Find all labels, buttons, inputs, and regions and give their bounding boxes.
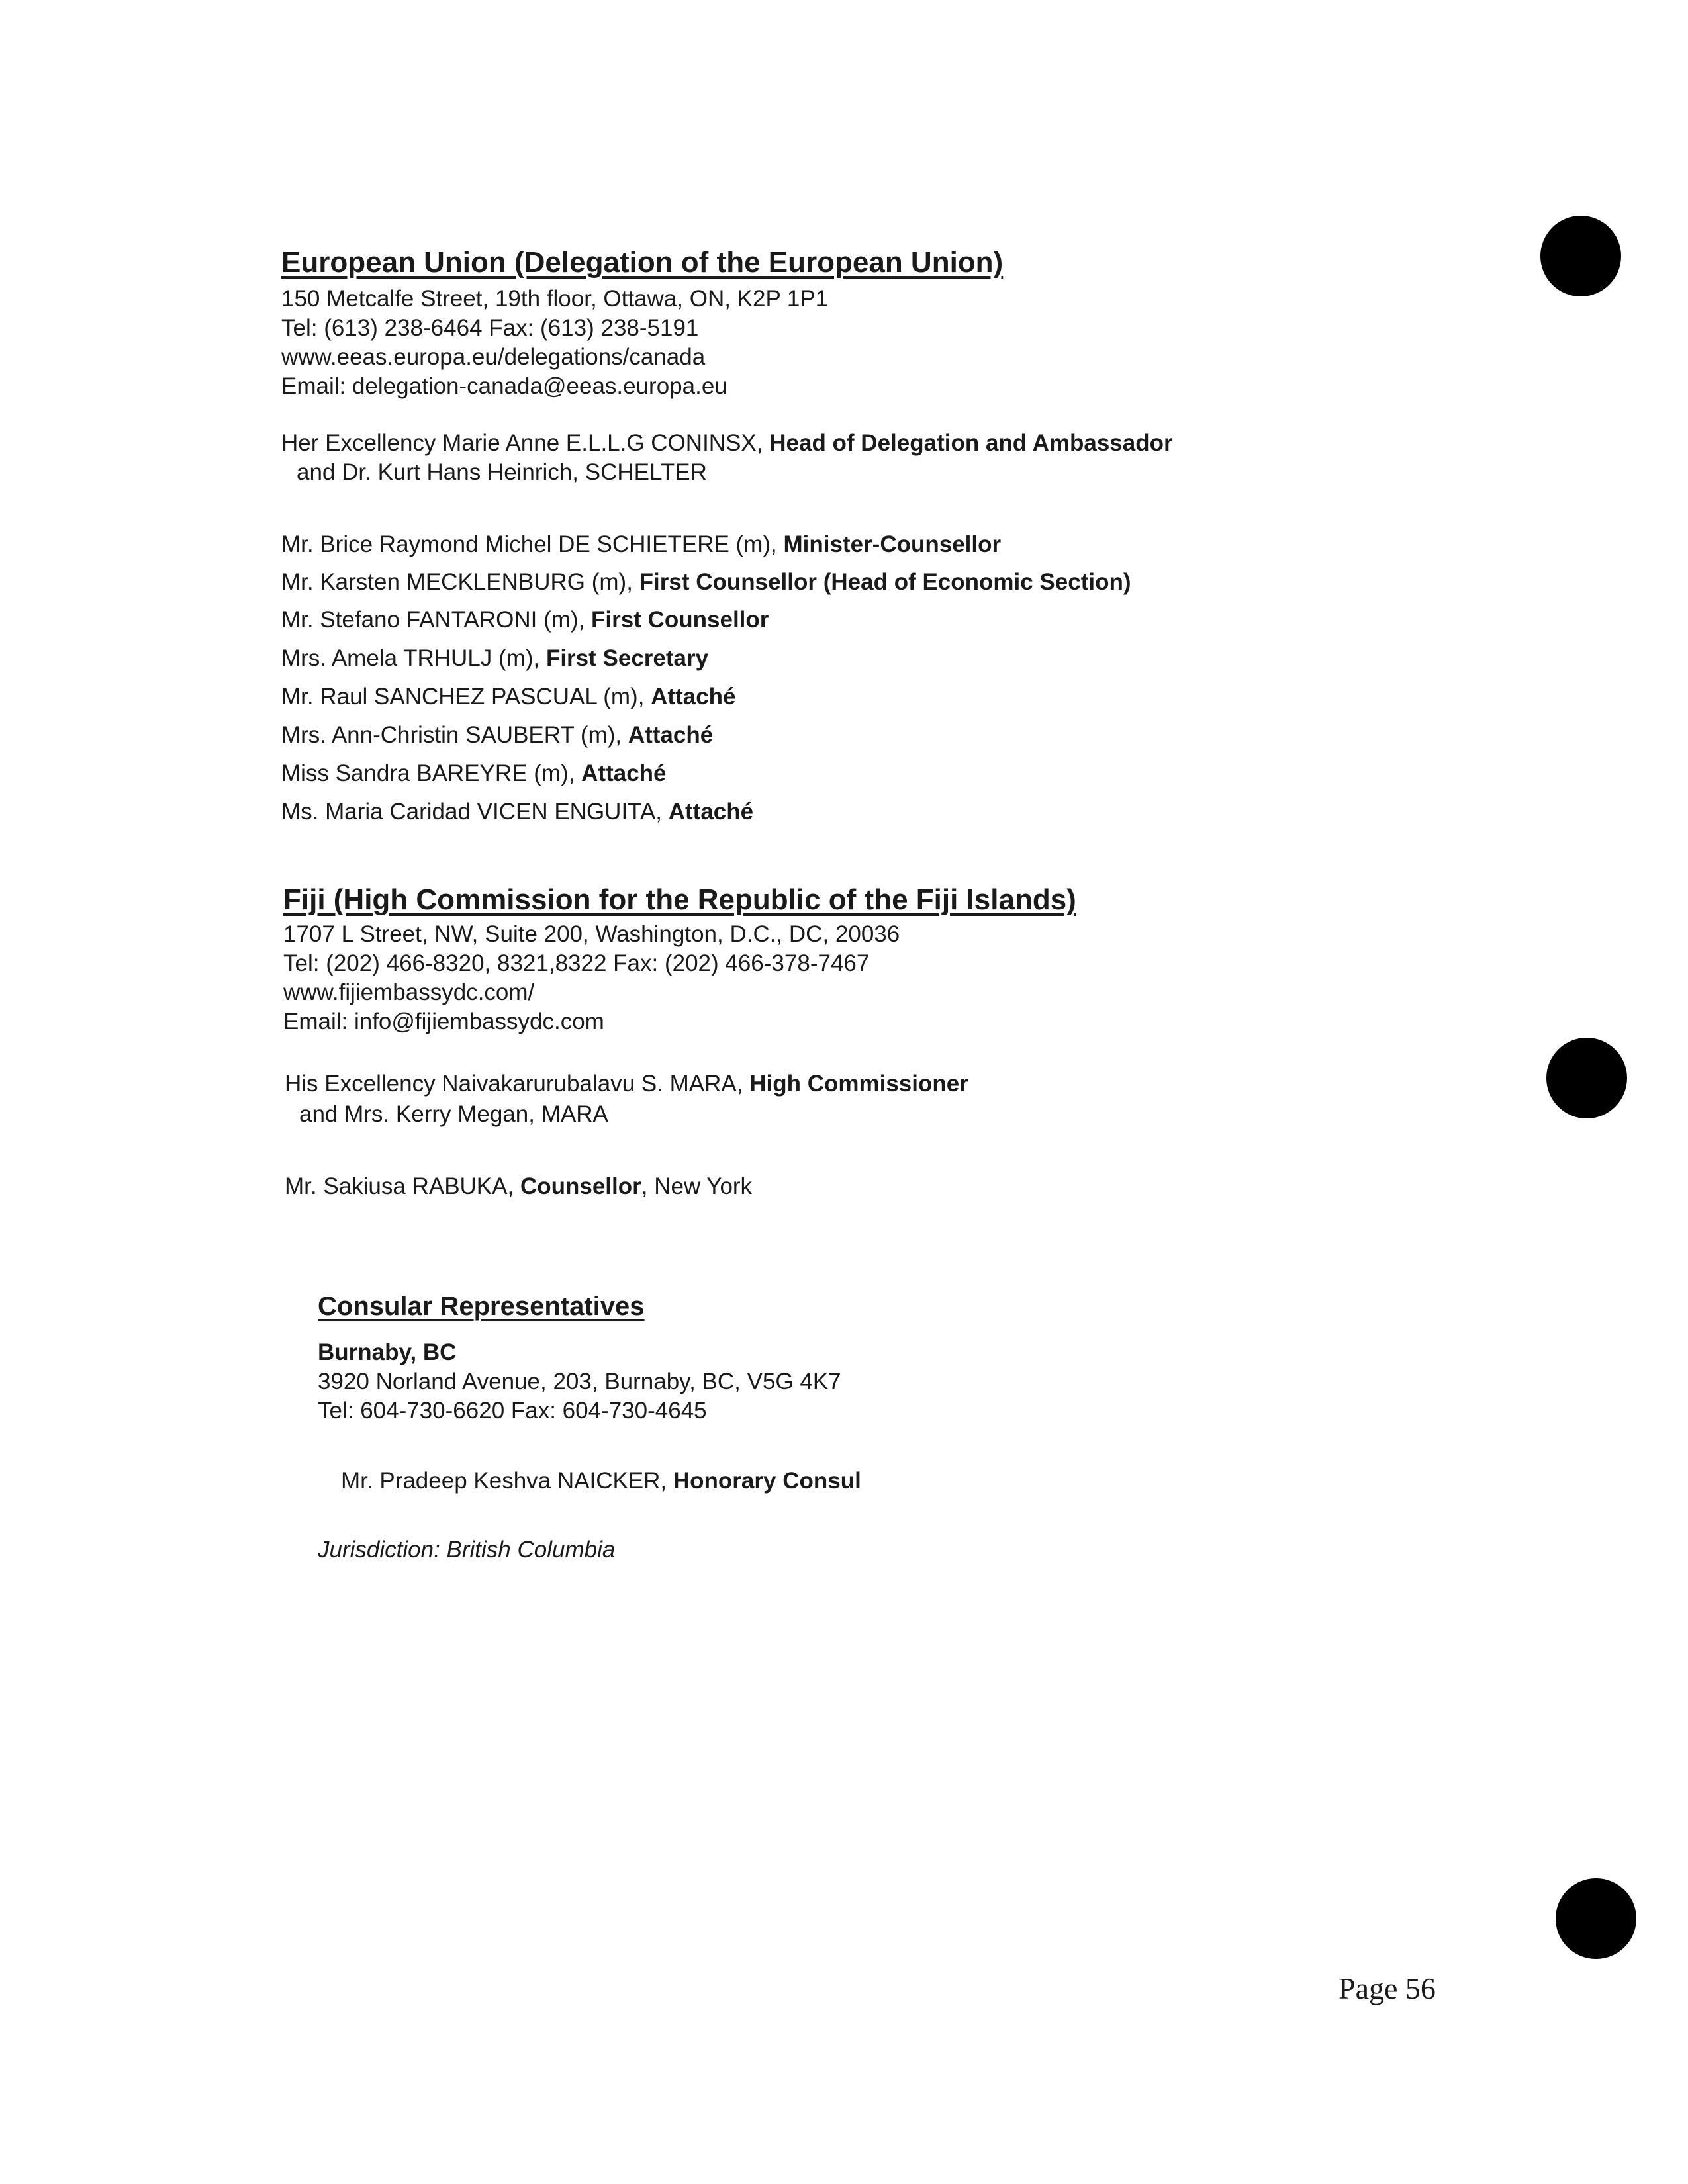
eu-staff-title: First Counsellor (Head of Economic Section) <box>639 569 1131 595</box>
eu-head-of-mission <box>281 430 1173 457</box>
fiji-counsellor-row <box>285 1173 752 1200</box>
fiji-counsellor-location: , New York <box>641 1173 753 1199</box>
eu-head-spouse: and Dr. Kurt Hans Heinrich, SCHELTER <box>297 459 707 485</box>
fiji-head-title: High Commissioner <box>749 1071 968 1097</box>
consular-address: 3920 Norland Avenue, 203, Burnaby, BC, V5G 4K7 <box>318 1369 841 1394</box>
eu-website: www.eeas.europa.eu/delegations/canada <box>281 344 706 370</box>
eu-staff-name: Ms. Maria Caridad VICEN ENGUITA, <box>281 799 669 825</box>
eu-staff-row <box>281 531 1001 558</box>
eu-staff-name: Mr. Brice Raymond Michel DE SCHIETERE (m), <box>281 531 784 557</box>
eu-staff-row <box>281 607 769 633</box>
punch-hole <box>1540 216 1621 296</box>
fiji-counsellor-title: Counsellor <box>520 1173 641 1199</box>
eu-staff-row <box>281 684 736 710</box>
consular-heading: Consular Representatives <box>318 1292 645 1321</box>
eu-phone-fax: Tel: (613) 238-6464 Fax: (613) 238-5191 <box>281 315 699 341</box>
eu-staff-title: First Counsellor <box>591 607 769 633</box>
eu-staff-name: Mr. Karsten MECKLENBURG (m), <box>281 569 639 595</box>
fiji-section-title: Fiji (High Commission for the Republic of the Fiji Islands) <box>283 884 1076 916</box>
consular-jurisdiction: Jurisdiction: British Columbia <box>318 1537 616 1563</box>
eu-staff-title: Attaché <box>628 722 714 748</box>
eu-staff-title: Attaché <box>668 799 754 825</box>
eu-email: Email: delegation-canada@eeas.europa.eu <box>281 373 727 399</box>
fiji-head-name: His Excellency Naivakarurubalavu S. MARA, <box>285 1071 750 1097</box>
fiji-head-spouse: and Mrs. Kerry Megan, MARA <box>299 1101 608 1127</box>
eu-address: 150 Metcalfe Street, 19th floor, Ottawa, ON, K2P 1P1 <box>281 286 829 312</box>
eu-staff-name: Mr. Stefano FANTARONI (m), <box>281 607 592 633</box>
eu-section-title: European Union (Delegation of the European Union) <box>281 246 1004 279</box>
page-number: Page 56 <box>1338 1972 1436 2005</box>
fiji-contact-block <box>283 920 900 1036</box>
fiji-head-of-mission <box>285 1071 968 1097</box>
eu-contact-block <box>281 285 828 401</box>
eu-staff-name: Miss Sandra BAREYRE (m), <box>281 760 582 786</box>
eu-staff-title: Attaché <box>651 684 736 709</box>
eu-head-title: Head of Delegation and Ambassador <box>769 430 1173 456</box>
fiji-address: 1707 L Street, NW, Suite 200, Washington, D.C., DC, 20036 <box>283 921 900 947</box>
eu-staff-name: Mrs. Amela TRHULJ (m), <box>281 645 546 671</box>
consular-city: Burnaby, BC <box>318 1340 457 1365</box>
eu-staff-row <box>281 569 1131 596</box>
punch-hole <box>1556 1878 1636 1959</box>
fiji-website: www.fijiembassydc.com/ <box>283 979 535 1005</box>
eu-staff-title: Minister-Counsellor <box>783 531 1002 557</box>
eu-staff-row <box>281 799 753 825</box>
eu-staff-title: First Secretary <box>545 645 709 671</box>
eu-staff-name: Mr. Raul SANCHEZ PASCUAL (m), <box>281 684 651 709</box>
fiji-counsellor-name: Mr. Sakiusa RABUKA, <box>285 1173 520 1199</box>
honorary-consul-row <box>341 1468 861 1494</box>
eu-staff-row <box>281 722 713 749</box>
punch-hole <box>1546 1038 1627 1118</box>
eu-staff-row <box>281 760 667 787</box>
consular-office-block <box>318 1338 841 1426</box>
eu-head-name: Her Excellency Marie Anne E.L.L.G CONINSX, <box>281 430 770 456</box>
eu-staff-row <box>281 645 708 672</box>
fiji-email: Email: info@fijiembassydc.com <box>283 1009 604 1034</box>
consular-phone-fax: Tel: 604-730-6620 Fax: 604-730-4645 <box>318 1398 707 1424</box>
honorary-consul-title: Honorary Consul <box>673 1468 861 1494</box>
honorary-consul-name: Mr. Pradeep Keshva NAICKER, <box>341 1468 673 1494</box>
eu-staff-title: Attaché <box>581 760 667 786</box>
fiji-phone-fax: Tel: (202) 466-8320, 8321,8322 Fax: (202) 466-378-7467 <box>283 950 870 976</box>
eu-staff-name: Mrs. Ann-Christin SAUBERT (m), <box>281 722 628 748</box>
